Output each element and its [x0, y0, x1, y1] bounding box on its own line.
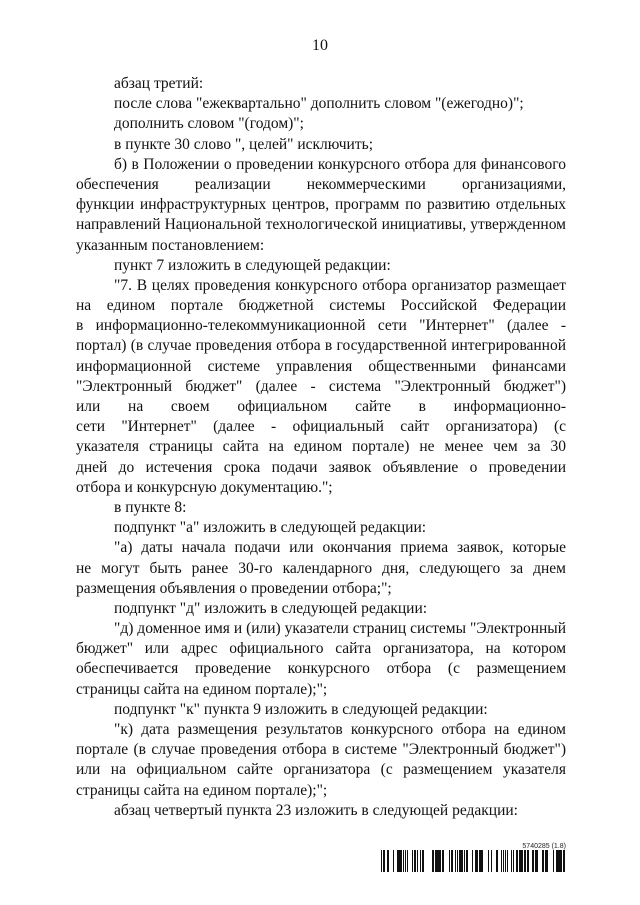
text-line: б) в Положении о проведении конкурсного отбора для финансового	[114, 155, 566, 173]
text-line: подпункт "д" изложить в следующей редакции:	[114, 599, 428, 617]
text-line: "Электронный бюджет" (далее - система "Электронный бюджет")	[76, 377, 566, 395]
document-body	[76, 74, 566, 821]
text-line: "к) дата размещения результатов конкурсного отбора на едином	[114, 721, 566, 738]
text-line: сети "Интернет" (далее - официальный сайт организатора) (с	[76, 418, 566, 436]
text-line: "д) доменное имя и (или) указатели страниц системы "Электронный	[114, 620, 566, 638]
text-line: размещения объявления о проведении отбора;";	[76, 579, 392, 597]
text-line: указателя страницы сайта на едином портале) не менее чем за 30	[76, 438, 566, 456]
text-line: или на официальном сайте организатора (с размещением указателя	[76, 761, 566, 779]
text-line: отбора и конкурсную документацию.";	[76, 478, 333, 496]
barcode-image	[381, 850, 566, 872]
text-line: указанным постановлением:	[76, 236, 265, 254]
text-line: функции инфраструктурных центров, программ по развитию отдельных	[76, 196, 566, 214]
text-line: информационной системе управления общественными финансами	[76, 357, 566, 375]
text-line: абзац третий:	[114, 75, 204, 92]
text-line: портал) (в случае проведения отбора в государственной интегрированной	[76, 337, 566, 355]
text-line: "а) даты начала подачи или окончания приема заявок, которые	[114, 539, 566, 557]
text-line: подпункт "к" пункта 9 изложить в следующей редакции:	[114, 700, 488, 718]
text-line: страницы сайта на едином портале);";	[76, 680, 328, 698]
text-line: в информационно-телекоммуникационной сети "Интернет" (далее -	[76, 317, 566, 335]
page-number: 10	[312, 37, 328, 54]
text-line: в пункте 30 слово ", целей" исключить;	[114, 135, 373, 153]
text-line: после слова "ежеквартально" дополнить словом "(ежегодно)";	[114, 95, 524, 113]
text-line: пункт 7 изложить в следующей редакции:	[114, 256, 391, 274]
text-line: не могут быть ранее 30-го календарного дня, следующего за днем	[76, 559, 566, 577]
text-line: абзац четвертый пункта 23 изложить в следующей редакции:	[114, 801, 518, 819]
text-line: бюджет" или адрес официального сайта организатора, на котором	[76, 640, 566, 658]
text-line: подпункт "а" изложить в следующей редакции:	[114, 519, 427, 537]
text-line: направлений Национальной технологической инициативы, утвержденном	[76, 216, 566, 234]
text-line: или на своем официальном сайте в информационно-	[76, 398, 566, 415]
document-code: 5740285 (1.8)	[522, 843, 566, 850]
text-line: портале (в случае проведения отбора в системе "Электронный бюджет")	[76, 741, 566, 759]
text-line: в пункте 8:	[114, 498, 187, 516]
text-line: "7. В целях проведения конкурсного отбора организатор размещает	[114, 276, 566, 294]
text-line: дней до истечения срока подачи заявок объявление о проведении	[76, 458, 566, 476]
text-line: страницы сайта на едином портале);";	[76, 781, 328, 799]
text-line: обеспечения реализации некоммерческими организациями,	[76, 175, 566, 193]
text-line: на едином портале бюджетной системы Российской Федерации	[76, 297, 566, 315]
text-line: дополнить словом "(годом)";	[114, 115, 304, 133]
text-line: обеспечивается проведение конкурсного отбора (с размещением	[76, 660, 566, 678]
